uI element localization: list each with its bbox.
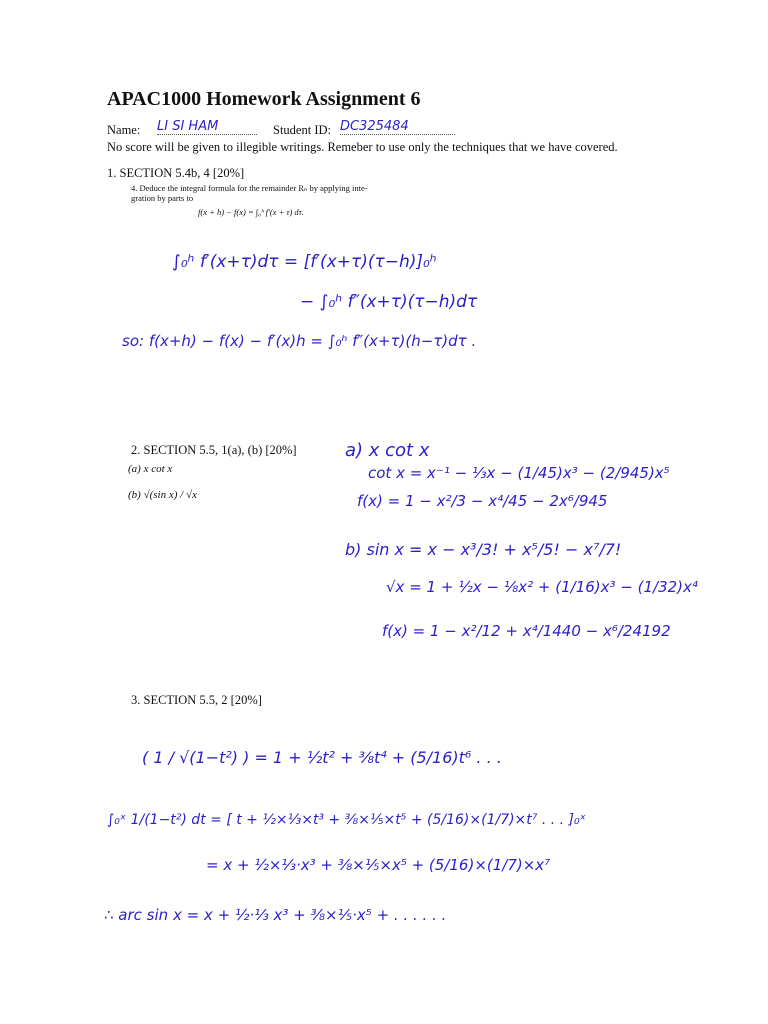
name-label: Name: xyxy=(107,123,141,137)
notice-text: No score will be given to illegible writings. Remeber to use only the techniques that we have covered. xyxy=(107,140,618,154)
q1-book-formula: f(x + h) − f(x) = ∫₀ʰ f′(x + τ) dτ. xyxy=(198,207,304,217)
q3-work-line: ∴ arc sin x = x + ½·⅓ x³ + ⅜×⅕·x⁵ + . . . . . . xyxy=(104,906,447,924)
q2-heading: 2. SECTION 5.5, 1(a), (b) [20%] xyxy=(131,443,297,457)
q2-work-line: a) x cot x xyxy=(345,440,430,461)
q1-book-line: gration by parts to xyxy=(131,193,194,203)
q3-heading: 3. SECTION 5.5, 2 [20%] xyxy=(131,693,262,707)
q1-work-line: − ∫₀ʰ f″(x+τ)(τ−h)dτ xyxy=(300,292,478,312)
q2-work-line: f(x) = 1 − x²/3 − x⁴/45 − 2x⁶/945 xyxy=(357,492,608,510)
q2-work-line: √x = 1 + ½x − ⅛x² + (1/16)x³ − (1/32)x⁴ xyxy=(386,578,698,596)
q3-work-line: ( 1 / √(1−t²) ) = 1 + ½t² + ⅜t⁴ + (5/16)t⁶ . . . xyxy=(142,748,502,767)
q3-work-line: = x + ½×⅓·x³ + ⅜×⅕×x⁵ + (5/16)×(1/7)×x⁷ xyxy=(206,856,551,874)
q1-work-line: ∫₀ʰ f′(x+τ)dτ = [f′(x+τ)(τ−h)]₀ʰ xyxy=(172,252,437,272)
q2-work-line: b) sin x = x − x³/3! + x⁵/5! − x⁷/7! xyxy=(345,540,622,559)
q3-work-line: ∫₀ˣ 1/(1−t²) dt = [ t + ½×⅓×t³ + ⅜×⅕×t⁵ + (5/16)×(1/7)×t⁷ . . . ]₀ˣ xyxy=(107,812,586,828)
student-id-value: DC325484 xyxy=(340,119,455,135)
assignment-title: APAC1000 Homework Assignment 6 xyxy=(107,88,421,110)
q2-part-a: (a) x cot x xyxy=(128,463,173,475)
student-id-label: Student ID: xyxy=(273,123,331,137)
q2-work-line: f(x) = 1 − x²/12 + x⁴/1440 − x⁶/24192 xyxy=(382,622,671,640)
q1-book-line: 4. Deduce the integral formula for the remainder Rₙ by applying inte- xyxy=(131,183,368,193)
q2-part-b: (b) √(sin x) / √x xyxy=(128,489,197,501)
q1-heading: 1. SECTION 5.4b, 4 [20%] xyxy=(107,166,245,180)
q2-work-line: cot x = x⁻¹ − ⅓x − (1/45)x³ − (2/945)x⁵ xyxy=(368,464,670,482)
q1-work-line: so: f(x+h) − f(x) − f′(x)h = ∫₀ʰ f″(x+τ)(h−τ)dτ . xyxy=(122,332,477,350)
name-value: LI SI HAM xyxy=(157,119,257,135)
